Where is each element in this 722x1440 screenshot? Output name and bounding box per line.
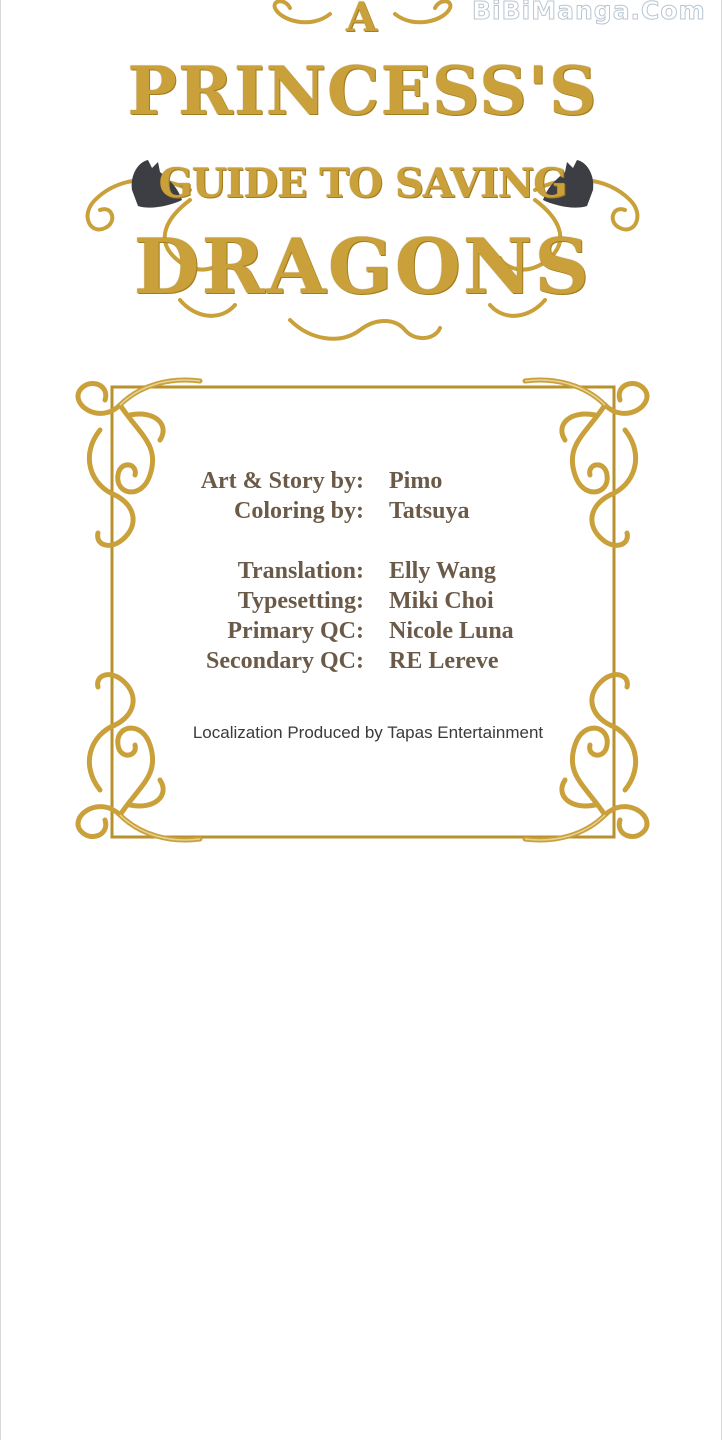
credit-row bbox=[110, 498, 610, 528]
credit-name: Miki Choi bbox=[389, 588, 494, 614]
page-edge-left bbox=[0, 0, 1, 1440]
credit-name: Tatsuya bbox=[389, 498, 470, 524]
series-logo bbox=[60, 0, 665, 350]
credit-row bbox=[110, 618, 610, 648]
logo-line-dragons: DRAGONS bbox=[133, 222, 592, 311]
site-watermark: BiBiManga.Com bbox=[472, 0, 706, 25]
credit-row bbox=[110, 468, 610, 498]
localization-credit: Localization Produced by Tapas Entertainment bbox=[192, 723, 544, 742]
credit-role: Translation: bbox=[237, 558, 364, 584]
credit-row bbox=[110, 588, 610, 618]
credit-row bbox=[110, 558, 610, 588]
credit-name: RE Lereve bbox=[389, 648, 499, 674]
credit-role: Typesetting: bbox=[237, 588, 364, 614]
logo-line-a: A bbox=[345, 0, 380, 41]
credit-role: Coloring by: bbox=[233, 498, 364, 524]
credit-role: Primary QC: bbox=[227, 618, 364, 644]
credit-role: Secondary QC: bbox=[206, 648, 364, 674]
credit-name: Elly Wang bbox=[389, 558, 496, 584]
credit-name: Nicole Luna bbox=[389, 618, 514, 644]
credit-role: Art & Story by: bbox=[200, 468, 364, 494]
logo-line-princess: PRINCESS'S bbox=[127, 52, 598, 130]
credit-name: Pimo bbox=[389, 468, 443, 494]
credit-row bbox=[110, 648, 610, 678]
logo-line-guide: GUIDE TO SAVING bbox=[158, 160, 567, 207]
